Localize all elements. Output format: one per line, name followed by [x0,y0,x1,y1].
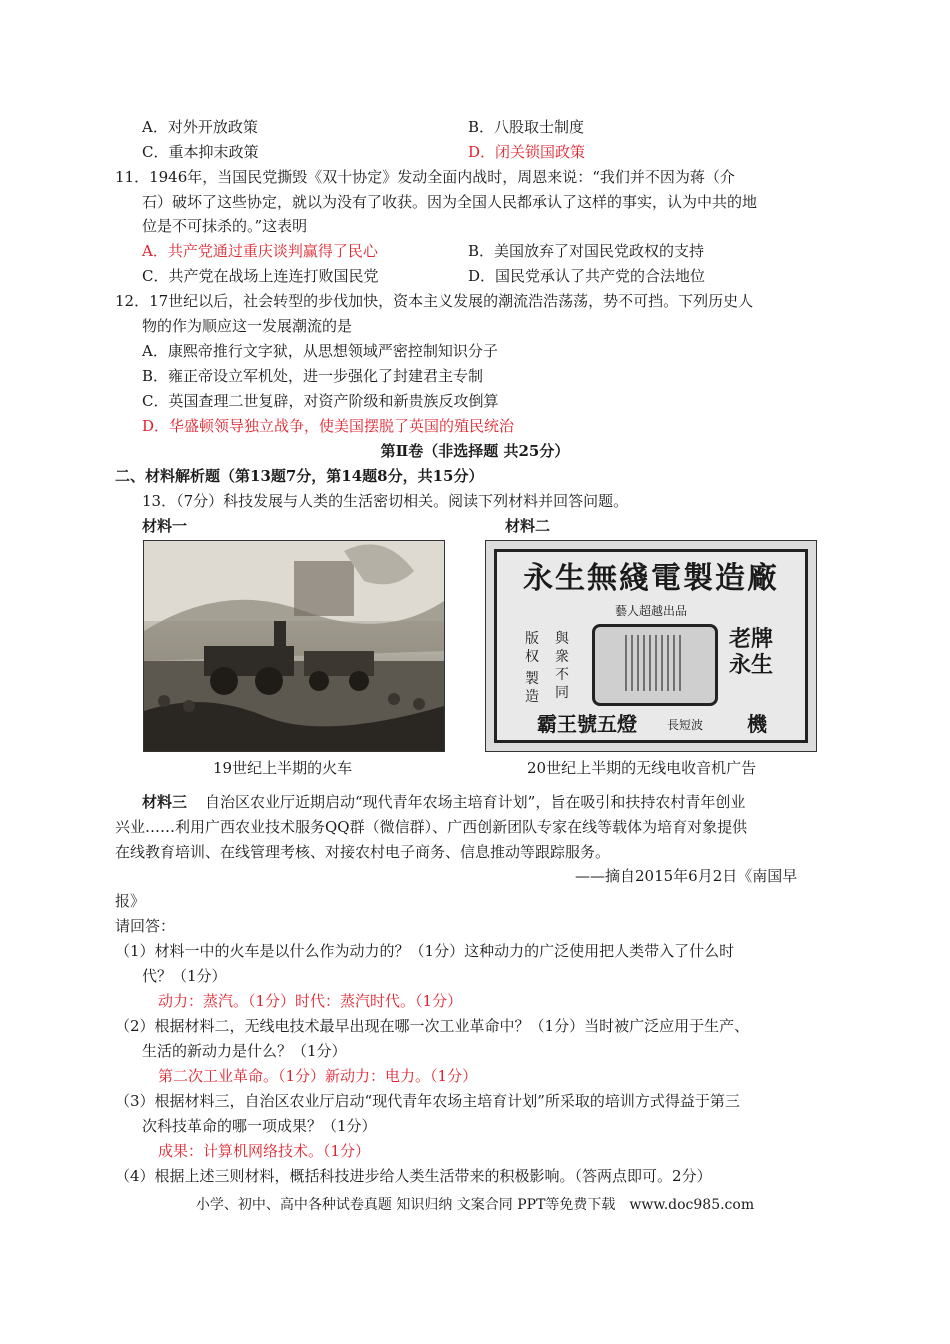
train-illustration [143,540,445,752]
material3-text-1: 自治区农业厅近期启动“现代青年农场主培育计划”，旨在吸引和扶持农村青年创业 [205,793,746,811]
q11-option-c: C．共产党在战场上连连打败国民党 [142,267,379,285]
volume-title: 第Ⅱ卷（非选择题 共25分） [380,442,570,460]
answer-prompt: 请回答： [115,917,176,935]
q10-option-b: B．八股取士制度 [468,118,585,136]
radio-advertisement [485,540,817,752]
ad-bottom-end: 機 [747,712,767,736]
ad-bottom-small: 長短波 [667,718,704,732]
q10-option-a: A．对外开放政策 [142,118,258,136]
q1-line2: 代？（1分） [142,967,227,985]
ad-right-text: 老牌永生 [729,626,774,678]
q12-option-a: A．康熙帝推行文字狱，从思想领域严密控制知识分子 [142,342,498,360]
material1-label: 材料一 [142,517,188,535]
q12-option-d: D．华盛顿领导独立战争，使美国摆脱了英国的殖民统治 [142,417,515,435]
q11-option-a: A．共产党通过重庆谈判赢得了民心 [142,242,378,260]
material3-paragraph-line3: 在线教育培训、在线管理考核、对接农村电子商务、信息推动等跟踪服务。 [115,843,611,861]
ad-mid-text: 與衆不同 [555,631,569,701]
q10-option-c: C．重本抑末政策 [142,143,259,161]
q12-stem-line2: 物的作为顺应这一发展潮流的是 [142,317,353,335]
q12-option-c: C．英国查理二世复辟，对资产阶级和新贵族反攻倒算 [142,392,499,410]
source-citation: ——摘自2015年6月2日《南国早 [575,867,798,885]
q4-line1: （4）根据上述三则材料，概括科技进步给人类生活带来的积极影响。（答两点即可。2分） [115,1167,712,1185]
q3-line2: 次科技革命的哪一项成果？（1分） [142,1117,377,1135]
q2-line2: 生活的新动力是什么？（1分） [142,1042,347,1060]
q11-stem-line2: 石）破坏了这些协定，就以为没有了收获。因为全国人民都承认了这样的事实，认为中共的地 [142,193,758,211]
q11-option-d: D．国民党承认了共产党的合法地位 [468,267,706,285]
ad-left-col-2: 製造 [525,671,539,705]
q1-line1: （1）材料一中的火车是以什么作为动力的？（1分）这种动力的广泛使用把人类带入了什么时 [115,942,735,960]
radio-icon [592,624,718,706]
q1-answer: 动力：蒸汽。（1分）时代：蒸汽时代。（1分） [158,992,463,1010]
ad-left-col-1: 版权 [525,631,539,665]
q2-line1: （2）根据材料二，无线电技术最早出现在哪一次工业革命中？（1分）当时被广泛应用于生产、 [115,1017,750,1035]
material3-paragraph-line2: 兴业……利用广西农业技术服务QQ群（微信群）、广西创新团队专家在线等载体为培育对象提供 [115,818,748,836]
material2-label: 材料二 [505,517,551,535]
page-footer: 小学、初中、高中各种试卷真题 知识归纳 文案合同 PPT等免费下载 www.doc985.com [195,1197,755,1213]
q3-answer: 成果：计算机网络技术。（1分） [158,1142,371,1160]
section-heading: 二、材料解析题（第13题7分，第14题8分，共15分） [115,467,484,485]
q12-option-b: B．雍正帝设立军机处，进一步强化了封建君主专制 [142,367,484,385]
ad-bottom-text: 霸王號五燈 [537,712,637,736]
q2-answer: 第二次工业革命。（1分）新动力：电力。（1分） [158,1067,478,1085]
q13-intro: 13．（7分）科技发展与人类的生活密切相关。阅读下列材料并回答问题。 [142,492,629,510]
q11-option-b: B．美国放弃了对国民党政权的支持 [468,242,705,260]
ad-title: 永生無綫電製造廠 [523,561,779,596]
q12-stem-line1: 12．17世纪以后，社会转型的步伐加快，资本主义发展的潮流浩浩荡荡，势不可挡。下列历史人 [115,292,754,310]
material3-label: 材料三 [142,793,188,811]
material3-paragraph-line1 [142,792,745,812]
material1-caption: 19世纪上半期的火车 [213,759,353,777]
q11-stem-line3: 位是不可抹杀的。”这表明 [142,217,308,235]
source-citation-cont: 报》 [115,892,146,910]
ad-subtitle: 藝人超越出品 [614,604,687,618]
q10-option-d: D．闭关锁国政策 [468,143,586,161]
material2-caption: 20世纪上半期的无线电收音机广告 [527,759,757,777]
q11-stem-line1: 11．1946年，当国民党撕毁《双十协定》发动全面内战时，周恩来说：“我们并不因为蒋（介 [115,168,735,186]
q3-line1: （3）根据材料三，自治区农业厅启动“现代青年农场主培育计划”所采取的培训方式得益于第三 [115,1092,740,1110]
